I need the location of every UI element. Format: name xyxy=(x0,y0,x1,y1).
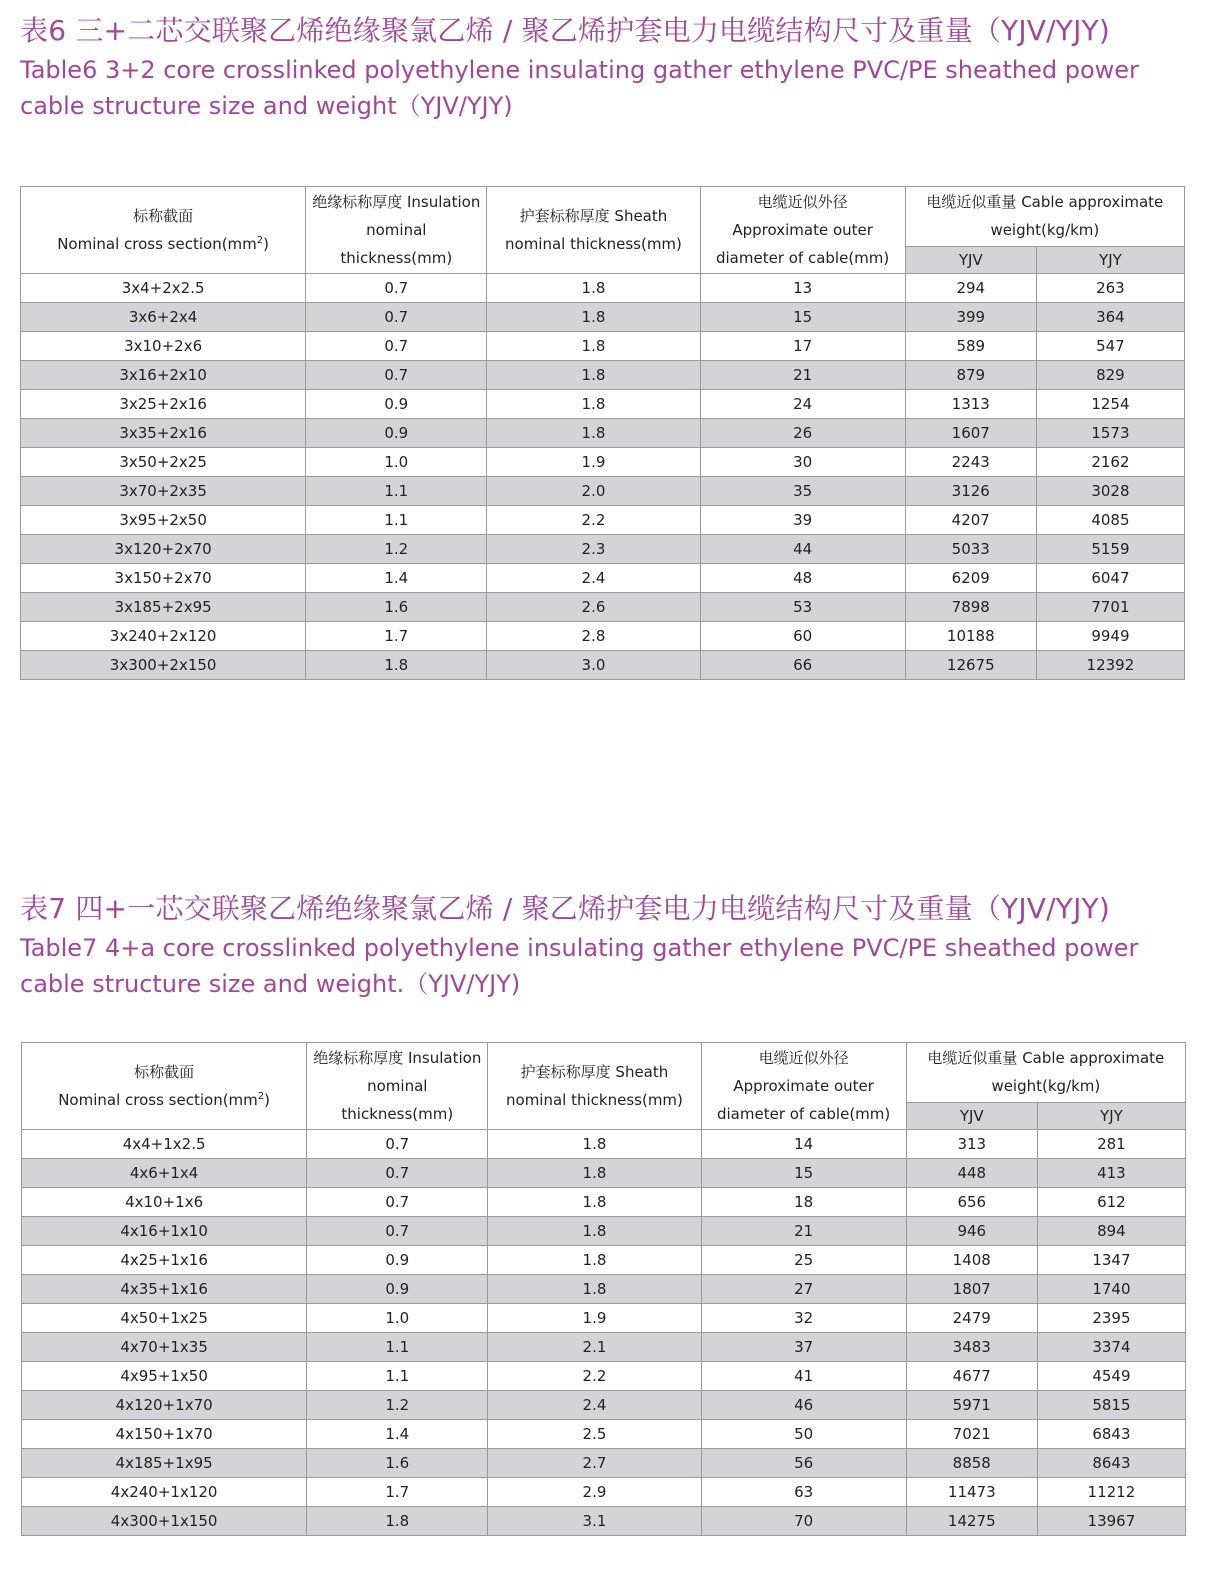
table-row xyxy=(22,1130,1186,1159)
table7-section xyxy=(20,888,1185,1002)
cell-nominal-section: 3x35+2x16 xyxy=(21,419,306,448)
cell-insulation: 1.8 xyxy=(307,1507,488,1536)
cell-diameter: 41 xyxy=(701,1362,906,1391)
cell-nominal-section: 3x10+2x6 xyxy=(21,332,306,361)
cell-diameter: 15 xyxy=(700,303,905,332)
cell-nominal-section: 4x50+1x25 xyxy=(22,1304,307,1333)
table6-body xyxy=(21,274,1185,680)
cell-weight-yjy: 263 xyxy=(1036,274,1184,303)
cell-weight-yjv: 7898 xyxy=(905,593,1036,622)
cell-weight-yjy: 5815 xyxy=(1037,1391,1185,1420)
cell-weight-yjv: 879 xyxy=(905,361,1036,390)
cell-insulation: 0.9 xyxy=(307,1246,488,1275)
cell-weight-yjy: 1573 xyxy=(1036,419,1184,448)
cell-weight-yjv: 946 xyxy=(906,1217,1037,1246)
cell-diameter: 30 xyxy=(700,448,905,477)
header-sheath-thickness: 护套标称厚度 Sheath nominal thickness(mm) xyxy=(488,1043,701,1130)
cell-weight-yjy: 4549 xyxy=(1037,1362,1185,1391)
cell-nominal-section: 3x240+2x120 xyxy=(21,622,306,651)
cell-sheath: 3.0 xyxy=(487,651,700,680)
cell-diameter: 50 xyxy=(701,1420,906,1449)
cell-nominal-section: 4x300+1x150 xyxy=(22,1507,307,1536)
cell-diameter: 60 xyxy=(700,622,905,651)
table-row xyxy=(21,651,1185,680)
cell-sheath: 1.8 xyxy=(488,1159,701,1188)
cell-nominal-section: 4x95+1x50 xyxy=(22,1362,307,1391)
cell-weight-yjv: 7021 xyxy=(906,1420,1037,1449)
cell-weight-yjy: 8643 xyxy=(1037,1449,1185,1478)
cell-weight-yjy: 6047 xyxy=(1036,564,1184,593)
cell-insulation: 1.0 xyxy=(306,448,487,477)
table-row xyxy=(21,303,1185,332)
cell-weight-yjv: 4677 xyxy=(906,1362,1037,1391)
table-row xyxy=(22,1507,1186,1536)
table6-section xyxy=(20,10,1185,674)
table-row xyxy=(21,390,1185,419)
cell-sheath: 1.8 xyxy=(488,1217,701,1246)
table-row xyxy=(21,274,1185,303)
cell-weight-yjy: 894 xyxy=(1037,1217,1185,1246)
cell-sheath: 2.0 xyxy=(487,477,700,506)
cell-weight-yjy: 1740 xyxy=(1037,1275,1185,1304)
cell-diameter: 18 xyxy=(701,1188,906,1217)
cell-nominal-section: 3x300+2x150 xyxy=(21,651,306,680)
cell-insulation: 1.1 xyxy=(306,477,487,506)
cell-weight-yjv: 12675 xyxy=(905,651,1036,680)
cell-diameter: 14 xyxy=(701,1130,906,1159)
cell-nominal-section: 3x150+2x70 xyxy=(21,564,306,593)
cell-nominal-section: 3x16+2x10 xyxy=(21,361,306,390)
header-nominal-section: 标称截面 Nominal cross $section(mm^2)$ xyxy=(21,187,306,274)
cell-insulation: 0.7 xyxy=(307,1159,488,1188)
cell-diameter: 21 xyxy=(701,1217,906,1246)
cell-weight-yjy: 612 xyxy=(1037,1188,1185,1217)
table-row xyxy=(21,593,1185,622)
table-row xyxy=(21,332,1185,361)
cell-nominal-section: 3x185+2x95 xyxy=(21,593,306,622)
cell-nominal-section: 3x50+2x25 xyxy=(21,448,306,477)
cell-sheath: 2.9 xyxy=(488,1478,701,1507)
cell-diameter: 15 xyxy=(701,1159,906,1188)
cell-insulation: 1.6 xyxy=(306,593,487,622)
cell-nominal-section: 4x25+1x16 xyxy=(22,1246,307,1275)
cell-weight-yjy: 9949 xyxy=(1036,622,1184,651)
cell-sheath: 1.8 xyxy=(487,361,700,390)
table-row xyxy=(21,622,1185,651)
table6 xyxy=(20,186,1185,680)
cell-nominal-section: 3x95+2x50 xyxy=(21,506,306,535)
cell-insulation: 1.6 xyxy=(307,1449,488,1478)
cell-nominal-section: 4x120+1x70 xyxy=(22,1391,307,1420)
cell-weight-yjv: 589 xyxy=(905,332,1036,361)
cell-sheath: 2.2 xyxy=(487,506,700,535)
cell-sheath: 2.7 xyxy=(488,1449,701,1478)
cell-diameter: 56 xyxy=(701,1449,906,1478)
cell-sheath: 1.8 xyxy=(488,1188,701,1217)
cell-nominal-section: 4x70+1x35 xyxy=(22,1333,307,1362)
cell-insulation: 1.8 xyxy=(306,651,487,680)
cell-sheath: 2.2 xyxy=(488,1362,701,1391)
cell-diameter: 63 xyxy=(701,1478,906,1507)
table-row xyxy=(21,535,1185,564)
cell-sheath: 1.8 xyxy=(487,419,700,448)
table-row xyxy=(21,419,1185,448)
cell-weight-yjv: 1408 xyxy=(906,1246,1037,1275)
cell-nominal-section: 3x70+2x35 xyxy=(21,477,306,506)
table-row xyxy=(22,1391,1186,1420)
cell-weight-yjy: 5159 xyxy=(1036,535,1184,564)
cell-sheath: 2.4 xyxy=(487,564,700,593)
cell-sheath: 1.8 xyxy=(487,303,700,332)
cell-diameter: 44 xyxy=(700,535,905,564)
cell-weight-yjy: 2162 xyxy=(1036,448,1184,477)
cell-insulation: 1.1 xyxy=(306,506,487,535)
cell-sheath: 3.1 xyxy=(488,1507,701,1536)
cell-weight-yjv: 448 xyxy=(906,1159,1037,1188)
cell-weight-yjv: 6209 xyxy=(905,564,1036,593)
cell-weight-yjy: 1347 xyxy=(1037,1246,1185,1275)
cell-sheath: 2.3 xyxy=(487,535,700,564)
cell-diameter: 39 xyxy=(700,506,905,535)
cell-weight-yjv: 294 xyxy=(905,274,1036,303)
cell-weight-yjy: 2395 xyxy=(1037,1304,1185,1333)
header-yjy: YJY xyxy=(1036,246,1184,273)
cell-insulation: 0.9 xyxy=(306,419,487,448)
cell-weight-yjy: 3028 xyxy=(1036,477,1184,506)
cell-nominal-section: 3x25+2x16 xyxy=(21,390,306,419)
cell-weight-yjy: 547 xyxy=(1036,332,1184,361)
header-outer-diameter: 电缆近似外径 Approximate outer diameter of cable(mm) xyxy=(701,1043,906,1130)
cell-weight-yjy: 12392 xyxy=(1036,651,1184,680)
cell-weight-yjv: 5033 xyxy=(905,535,1036,564)
cell-weight-yjy: 11212 xyxy=(1037,1478,1185,1507)
cell-insulation: 1.4 xyxy=(307,1420,488,1449)
cell-nominal-section: 4x16+1x10 xyxy=(22,1217,307,1246)
table7-body xyxy=(22,1130,1186,1536)
cell-weight-yjy: 3374 xyxy=(1037,1333,1185,1362)
cell-insulation: 0.7 xyxy=(306,303,487,332)
cell-diameter: 37 xyxy=(701,1333,906,1362)
cell-weight-yjy: 4085 xyxy=(1036,506,1184,535)
cell-sheath: 2.1 xyxy=(488,1333,701,1362)
cell-sheath: 2.4 xyxy=(488,1391,701,1420)
table-row xyxy=(22,1478,1186,1507)
cell-weight-yjv: 399 xyxy=(905,303,1036,332)
table-row xyxy=(22,1246,1186,1275)
cell-insulation: 0.7 xyxy=(307,1217,488,1246)
cell-diameter: 21 xyxy=(700,361,905,390)
cell-insulation: 0.7 xyxy=(307,1188,488,1217)
cell-diameter: 27 xyxy=(701,1275,906,1304)
cell-insulation: 1.2 xyxy=(307,1391,488,1420)
cell-diameter: 25 xyxy=(701,1246,906,1275)
cell-sheath: 1.9 xyxy=(488,1304,701,1333)
cell-weight-yjy: 281 xyxy=(1037,1130,1185,1159)
cell-weight-yjy: 364 xyxy=(1036,303,1184,332)
table-row xyxy=(22,1420,1186,1449)
cell-insulation: 1.7 xyxy=(306,622,487,651)
cell-sheath: 1.8 xyxy=(488,1275,701,1304)
cell-diameter: 53 xyxy=(700,593,905,622)
cell-insulation: 0.7 xyxy=(306,274,487,303)
cell-weight-yjv: 8858 xyxy=(906,1449,1037,1478)
header-yjv: YJV xyxy=(905,246,1036,273)
cell-insulation: 0.9 xyxy=(307,1275,488,1304)
cell-diameter: 17 xyxy=(700,332,905,361)
table7-title-en: Table7 4+a core crosslinked polyethylene insulating gather ethylene PVC/PE sheathed power cable structure size and weight.（YJV/YJY) xyxy=(20,934,1139,998)
cell-weight-yjv: 1807 xyxy=(906,1275,1037,1304)
cell-diameter: 70 xyxy=(701,1507,906,1536)
table-row xyxy=(22,1362,1186,1391)
cell-weight-yjv: 4207 xyxy=(905,506,1036,535)
table-row xyxy=(22,1159,1186,1188)
cell-nominal-section: 3x4+2x2.5 xyxy=(21,274,306,303)
header-outer-diameter: 电缆近似外径 Approximate outer diameter of cable(mm) xyxy=(700,187,905,274)
cell-weight-yjv: 1607 xyxy=(905,419,1036,448)
cell-insulation: 1.7 xyxy=(307,1478,488,1507)
cell-diameter: 48 xyxy=(700,564,905,593)
cell-sheath: 2.5 xyxy=(488,1420,701,1449)
table-row xyxy=(21,506,1185,535)
cell-insulation: 1.2 xyxy=(306,535,487,564)
cell-weight-yjy: 829 xyxy=(1036,361,1184,390)
cell-nominal-section: 4x240+1x120 xyxy=(22,1478,307,1507)
table-row xyxy=(22,1188,1186,1217)
table-row xyxy=(22,1217,1186,1246)
cell-weight-yjv: 3126 xyxy=(905,477,1036,506)
cell-weight-yjv: 14275 xyxy=(906,1507,1037,1536)
cell-insulation: 1.4 xyxy=(306,564,487,593)
cell-insulation: 1.1 xyxy=(307,1333,488,1362)
table7-title-cn: 表7 四+一芯交联聚乙烯绝缘聚氯乙烯 / 聚乙烯护套电力电缆结构尺寸及重量（YJV/YJY) xyxy=(20,892,1110,925)
cell-diameter: 46 xyxy=(701,1391,906,1420)
header-sheath-thickness: 护套标称厚度 Sheath nominal thickness(mm) xyxy=(487,187,700,274)
cell-sheath: 1.9 xyxy=(487,448,700,477)
table-row xyxy=(21,361,1185,390)
cell-insulation: 0.7 xyxy=(306,361,487,390)
cell-weight-yjy: 6843 xyxy=(1037,1420,1185,1449)
header-cable-weight: 电缆近似重量 Cable approximate weight(kg/km) xyxy=(906,1043,1185,1103)
table-row xyxy=(21,564,1185,593)
cell-diameter: 24 xyxy=(700,390,905,419)
cell-insulation: 0.7 xyxy=(306,332,487,361)
cell-sheath: 2.6 xyxy=(487,593,700,622)
cell-weight-yjy: 13967 xyxy=(1037,1507,1185,1536)
cell-weight-yjv: 313 xyxy=(906,1130,1037,1159)
cell-weight-yjv: 2243 xyxy=(905,448,1036,477)
cell-sheath: 1.8 xyxy=(488,1130,701,1159)
cell-diameter: 13 xyxy=(700,274,905,303)
cell-insulation: 0.9 xyxy=(306,390,487,419)
cell-nominal-section: 4x6+1x4 xyxy=(22,1159,307,1188)
cell-insulation: 1.1 xyxy=(307,1362,488,1391)
cell-sheath: 1.8 xyxy=(487,332,700,361)
cell-diameter: 26 xyxy=(700,419,905,448)
header-yjv: YJV xyxy=(906,1102,1037,1129)
header-insulation-thickness: 绝缘标称厚度 Insulation nominal thickness(mm) xyxy=(306,187,487,274)
cell-nominal-section: 4x4+1x2.5 xyxy=(22,1130,307,1159)
table-row xyxy=(22,1449,1186,1478)
cell-nominal-section: 3x120+2x70 xyxy=(21,535,306,564)
cell-weight-yjy: 413 xyxy=(1037,1159,1185,1188)
table-row xyxy=(22,1304,1186,1333)
cell-weight-yjv: 5971 xyxy=(906,1391,1037,1420)
cell-nominal-section: 4x185+1x95 xyxy=(22,1449,307,1478)
cell-nominal-section: 4x35+1x16 xyxy=(22,1275,307,1304)
cell-nominal-section: 3x6+2x4 xyxy=(21,303,306,332)
cell-weight-yjv: 1313 xyxy=(905,390,1036,419)
cell-insulation: 1.0 xyxy=(307,1304,488,1333)
header-insulation-thickness: 绝缘标称厚度 Insulation nominal thickness(mm) xyxy=(307,1043,488,1130)
cell-weight-yjv: 10188 xyxy=(905,622,1036,651)
cell-weight-yjv: 3483 xyxy=(906,1333,1037,1362)
cell-diameter: 35 xyxy=(700,477,905,506)
cell-sheath: 2.8 xyxy=(487,622,700,651)
table-row xyxy=(22,1333,1186,1362)
table-row xyxy=(21,448,1185,477)
table6-title-en: Table6 3+2 core crosslinked polyethylene insulating gather ethylene PVC/PE sheathed power cable structure size and weight（YJV/YJY) xyxy=(20,56,1139,120)
table6-title-cn: 表6 三+二芯交联聚乙烯绝缘聚氯乙烯 / 聚乙烯护套电力电缆结构尺寸及重量（YJV/YJY) xyxy=(20,14,1110,47)
table7 xyxy=(21,1042,1186,1536)
cell-weight-yjv: 656 xyxy=(906,1188,1037,1217)
cell-sheath: 1.8 xyxy=(487,274,700,303)
cell-nominal-section: 4x10+1x6 xyxy=(22,1188,307,1217)
table-row xyxy=(22,1275,1186,1304)
header-nominal-section: 标称截面 Nominal cross $section(mm^2)$ xyxy=(22,1043,307,1130)
cell-diameter: 66 xyxy=(700,651,905,680)
cell-nominal-section: 4x150+1x70 xyxy=(22,1420,307,1449)
cell-sheath: 1.8 xyxy=(488,1246,701,1275)
cell-weight-yjv: 11473 xyxy=(906,1478,1037,1507)
cell-weight-yjy: 1254 xyxy=(1036,390,1184,419)
cell-sheath: 1.8 xyxy=(487,390,700,419)
cell-insulation: 0.7 xyxy=(307,1130,488,1159)
cell-weight-yjv: 2479 xyxy=(906,1304,1037,1333)
header-yjy: YJY xyxy=(1037,1102,1185,1129)
table-row xyxy=(21,477,1185,506)
cell-diameter: 32 xyxy=(701,1304,906,1333)
cell-weight-yjy: 7701 xyxy=(1036,593,1184,622)
header-cable-weight: 电缆近似重量 Cable approximate weight(kg/km) xyxy=(905,187,1184,247)
